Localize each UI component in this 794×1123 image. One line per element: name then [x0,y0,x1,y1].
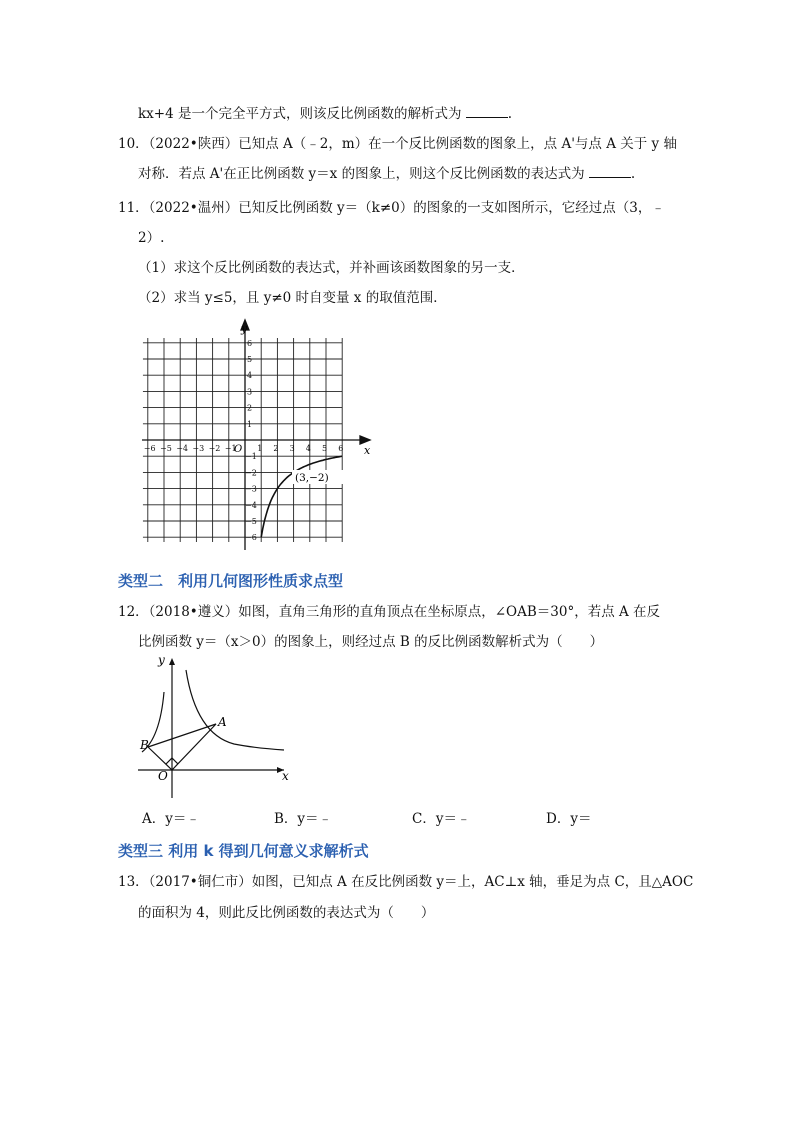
q11-axes [142,320,370,550]
q11-x-arrow-icon [360,436,370,444]
x-tick-label: 2 [273,444,279,453]
q9-text: kx+4 是一个完全平方式，则该反比例函数的解析式为 [138,106,462,122]
x-tick-label: −3 [192,444,205,453]
type3-heading: 类型三 利用 k 得到几何意义求解析式 [118,842,369,860]
q12-figure [134,652,304,802]
q12-option-d: D．y＝ [546,811,592,827]
y-tick-label: 2 [247,403,253,413]
x-tick-label: −2 [208,444,221,453]
q12-triangle [148,724,216,770]
x-tick-label: −1 [224,444,237,453]
q10-answer-blank [589,165,631,178]
q11-y-label: y [241,322,248,335]
y-tick-label: 3 [247,387,253,397]
q13-line1: 13．（2017•铜仁市）如图，已知点 A 在反比例函数 y＝上，AC⊥x 轴，垂足为点 C，且△AOC [118,874,694,890]
y-tick-label: −1 [245,452,257,462]
q10-line1: 10．（2022•陕西）已知点 A（﹣2，m）在一个反比例函数的图象上，点 A'与点 A 关于 y 轴 [118,136,677,152]
q12-point-b-label: B [140,738,149,752]
y-tick-label: 4 [247,371,253,381]
type2-heading: 类型二 利用几何图形性质求点型 [118,572,344,590]
q12-point-a-label: A [218,715,227,729]
q11-x-label: x [364,444,371,457]
y-tick-label: −2 [245,468,257,478]
q12-y-arrow-icon [169,658,175,665]
y-tick-label: 6 [247,338,253,348]
x-tick-label: 5 [322,444,328,453]
x-tick-label: 1 [257,444,263,453]
q11-line1: 11．（2022•温州）已知反比例函数 y＝（k≠0）的图象的一支如图所示，它经过点（3，﹣ [118,200,665,216]
y-tick-label: −5 [245,517,257,526]
q11-point-label: (3,−2) [295,472,329,484]
q11-part2: （2）求当 y≤5，且 y≠0 时自变量 x 的取值范围． [138,290,447,306]
y-tick-label: 1 [247,419,253,429]
q12-option-a: A．y＝﹣ [142,811,200,827]
q12-y-label: y [158,653,165,667]
q10-text: 对称．若点 A'在正比例函数 y＝x 的图象上，则这个反比例函数的表达式为 [138,166,585,182]
q12-option-b: B．y＝﹣ [274,811,333,827]
q12-line2: 比例函数 y＝（x＞0）的图象上，则经过点 B 的反比例函数解析式为（ ） [138,634,604,650]
q12-line1: 12．（2018•遵义）如图，直角三角形的直角顶点在坐标原点，∠OAB＝30°，若点 A 在反 [118,604,661,620]
x-tick-label: −5 [160,444,172,453]
y-tick-label: 5 [247,355,253,364]
x-tick-label: −6 [143,444,156,453]
q11-coordinate-graph [138,318,378,556]
y-tick-label: −6 [245,533,257,543]
x-tick-label: 3 [289,444,295,453]
q11-part1: （1）求这个反比例函数的表达式，并补画该函数图象的另一支． [138,260,525,276]
q13-line2: 的面积为 4，则此反比例函数的表达式为（ ） [138,905,435,921]
q10-line2 [138,164,635,184]
q9-line [138,104,512,124]
y-tick-label: −3 [245,484,257,494]
q11-hyperbola-branch [261,456,342,537]
q12-curve-right [186,670,284,750]
q12-origin-label: O [158,769,168,783]
q9-period: . [507,106,513,122]
q11-origin-label: O [234,444,243,455]
q12-x-label: x [282,769,289,783]
x-tick-label: 4 [305,444,311,453]
y-tick-label: −4 [245,500,257,510]
q10-period: . [630,166,636,182]
q12-option-c: C．y＝﹣ [412,811,471,827]
x-tick-label: −4 [176,444,188,453]
x-tick-label: 6 [338,444,344,453]
q11-line2: 2）. [138,230,165,246]
q9-answer-blank [466,105,508,118]
